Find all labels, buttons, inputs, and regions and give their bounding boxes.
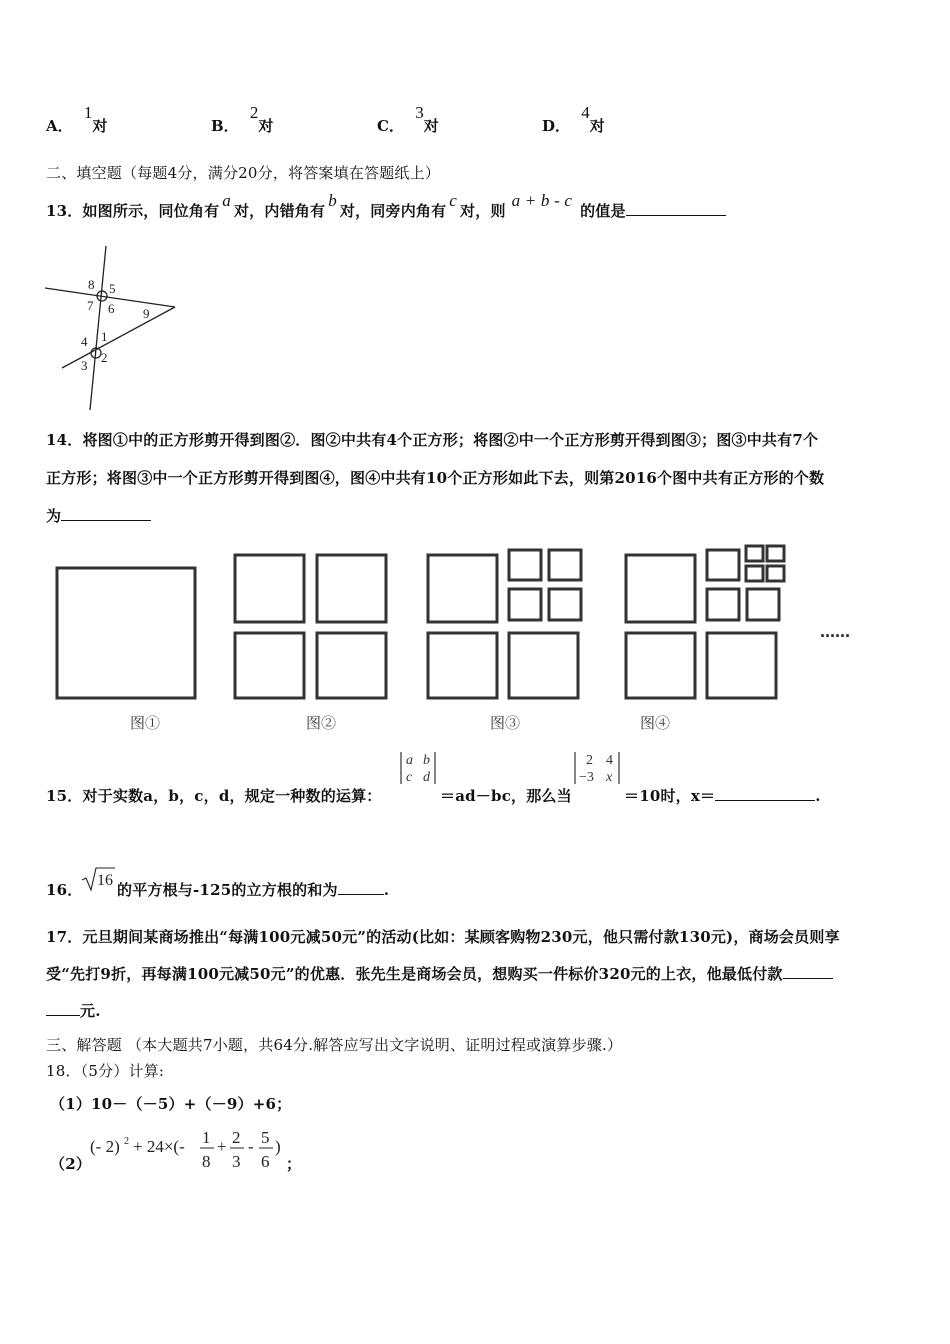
option-a[interactable]: A． 1对 — [46, 103, 108, 135]
angle-label-3: 3 — [81, 358, 88, 373]
line-bottom — [62, 307, 175, 368]
determinant-1 — [398, 750, 440, 788]
fig3-square — [428, 555, 497, 622]
fig4-small-square — [707, 550, 739, 580]
fig4-square — [626, 555, 695, 622]
fig4-square — [626, 633, 695, 698]
question-16-text: 的平方根与-125的立方根的和为 . — [117, 881, 390, 899]
svg-text:): ) — [275, 1137, 281, 1156]
svg-text:4: 4 — [606, 753, 613, 768]
option-d[interactable]: D． 4对 — [542, 103, 605, 135]
caption-fig2: 图② — [306, 714, 337, 732]
caption-fig3: 图③ — [490, 714, 521, 732]
question-14-line1: 14．将图①中的正方形剪开得到图②．图②中共有4个正方形；将图②中一个正方形剪开得到图③；图③中共有7个 — [46, 431, 819, 449]
caption-fig1: 图① — [130, 714, 161, 732]
svg-text:6: 6 — [261, 1152, 270, 1171]
expression-18-2 — [88, 1125, 298, 1177]
question-18-title: 18．（5分）计算: — [46, 1062, 165, 1080]
fig4-tiny-square — [767, 566, 784, 581]
svg-text:8: 8 — [202, 1152, 211, 1171]
svg-text:2: 2 — [586, 753, 593, 768]
answer-blank-17a[interactable] — [783, 964, 833, 979]
transversal — [90, 246, 106, 410]
svg-text:3: 3 — [232, 1152, 241, 1171]
fig1-square — [57, 568, 195, 698]
angle-label-4: 4 — [81, 334, 88, 349]
svg-text:a: a — [406, 753, 413, 768]
section3-title: 三、解答题 （本大题共7小题，共64分.解答应写出文字说明、证明过程或演算步骤.） — [46, 1036, 623, 1054]
angle-label-5: 5 — [109, 281, 116, 296]
question-16: 16． — [46, 881, 83, 899]
angle-label-8: 8 — [88, 277, 95, 292]
svg-text:2: 2 — [124, 1136, 129, 1147]
fig2-square — [317, 555, 386, 622]
fig4-small-square — [707, 589, 739, 620]
svg-text:16: 16 — [97, 872, 113, 889]
fig3-square — [428, 633, 497, 698]
svg-text:5: 5 — [261, 1128, 270, 1147]
question-17-line3: 元. — [46, 1000, 101, 1021]
determinant-2 — [572, 750, 624, 788]
svg-text:−3: −3 — [579, 770, 594, 785]
angle-label-7: 7 — [87, 298, 94, 313]
question-14-line3: 为 — [46, 505, 151, 526]
svg-text:+ 24×(-: + 24×(- — [133, 1137, 185, 1156]
question-15: 15．对于实数a，b，c，d，规定一种数的运算： — [46, 787, 382, 805]
ellipsis: …… — [820, 623, 850, 641]
svg-text:+: + — [217, 1137, 227, 1156]
question-17-line1: 17．元旦期间某商场推出“每满100元减50元”的活动(比如：某顾客购物230元，他只需付款130元)，商场会员则享 — [46, 928, 840, 946]
answer-blank-14[interactable] — [61, 506, 151, 521]
fig4-tiny-square — [746, 566, 763, 581]
question-18-part2-label: （2） — [50, 1155, 92, 1173]
angle-figure — [40, 238, 190, 418]
svg-text:1: 1 — [202, 1128, 211, 1147]
question-18-part1: （1）10－（－5）+（－9）+6； — [50, 1095, 292, 1113]
svg-text:2: 2 — [232, 1128, 241, 1147]
question-15-end: ＝10时，x＝ . — [624, 787, 821, 805]
fig3-small-square — [549, 589, 581, 620]
answer-blank-15[interactable] — [715, 786, 815, 801]
svg-text:(- 2): (- 2) — [90, 1137, 120, 1156]
svg-text:c: c — [406, 770, 413, 785]
fig3-small-square — [509, 550, 541, 580]
answer-blank-13[interactable] — [626, 201, 726, 216]
svg-text:-: - — [248, 1137, 254, 1156]
angle-label-9: 9 — [143, 306, 150, 321]
fig2-square — [235, 555, 304, 622]
answer-blank-16[interactable] — [338, 880, 384, 895]
angle-label-2: 2 — [101, 350, 108, 365]
sqrt-16 — [80, 866, 116, 892]
svg-text:x: x — [606, 770, 613, 785]
squares-figure — [40, 540, 880, 740]
fig4-square — [707, 633, 776, 698]
fig4-small-square — [747, 589, 779, 620]
angle-label-1: 1 — [101, 329, 108, 344]
angle-label-6: 6 — [108, 301, 115, 316]
fig4-tiny-square — [746, 546, 763, 561]
fig3-square — [509, 633, 578, 698]
question-18-part2-tail: ； — [286, 1155, 302, 1173]
question-13: 13．如图所示，同位角有a对，内错角有b对，同旁内角有c对，则a + b - c的值是 — [46, 200, 726, 221]
fig2-square — [317, 633, 386, 698]
caption-fig4: 图④ — [640, 714, 671, 732]
question-15-mid: ＝ad－bc，那么当 — [440, 787, 572, 805]
question-14-line2: 正方形；将图③中一个正方形剪开得到图④，图④中共有10个正方形如此下去，则第2016个图中共有正方形的个数 — [46, 469, 825, 487]
option-b[interactable]: B． 2对 — [211, 103, 274, 135]
svg-text:b: b — [423, 753, 430, 768]
fig3-small-square — [549, 550, 581, 580]
answer-blank-17b[interactable] — [46, 1001, 80, 1016]
svg-text:d: d — [423, 770, 430, 785]
section2-title: 二、填空题（每题4分，满分20分，将答案填在答题纸上） — [46, 164, 441, 182]
question-17-line2: 受“先打9折，再每满100元减50元”的优惠．张先生是商场会员，想购买一件标价320元的上衣，他最低付款 — [46, 963, 833, 984]
fig4-tiny-square — [767, 546, 784, 561]
fig2-square — [235, 633, 304, 698]
option-c[interactable]: C． 3对 — [377, 103, 439, 135]
fig3-small-square — [509, 589, 541, 620]
